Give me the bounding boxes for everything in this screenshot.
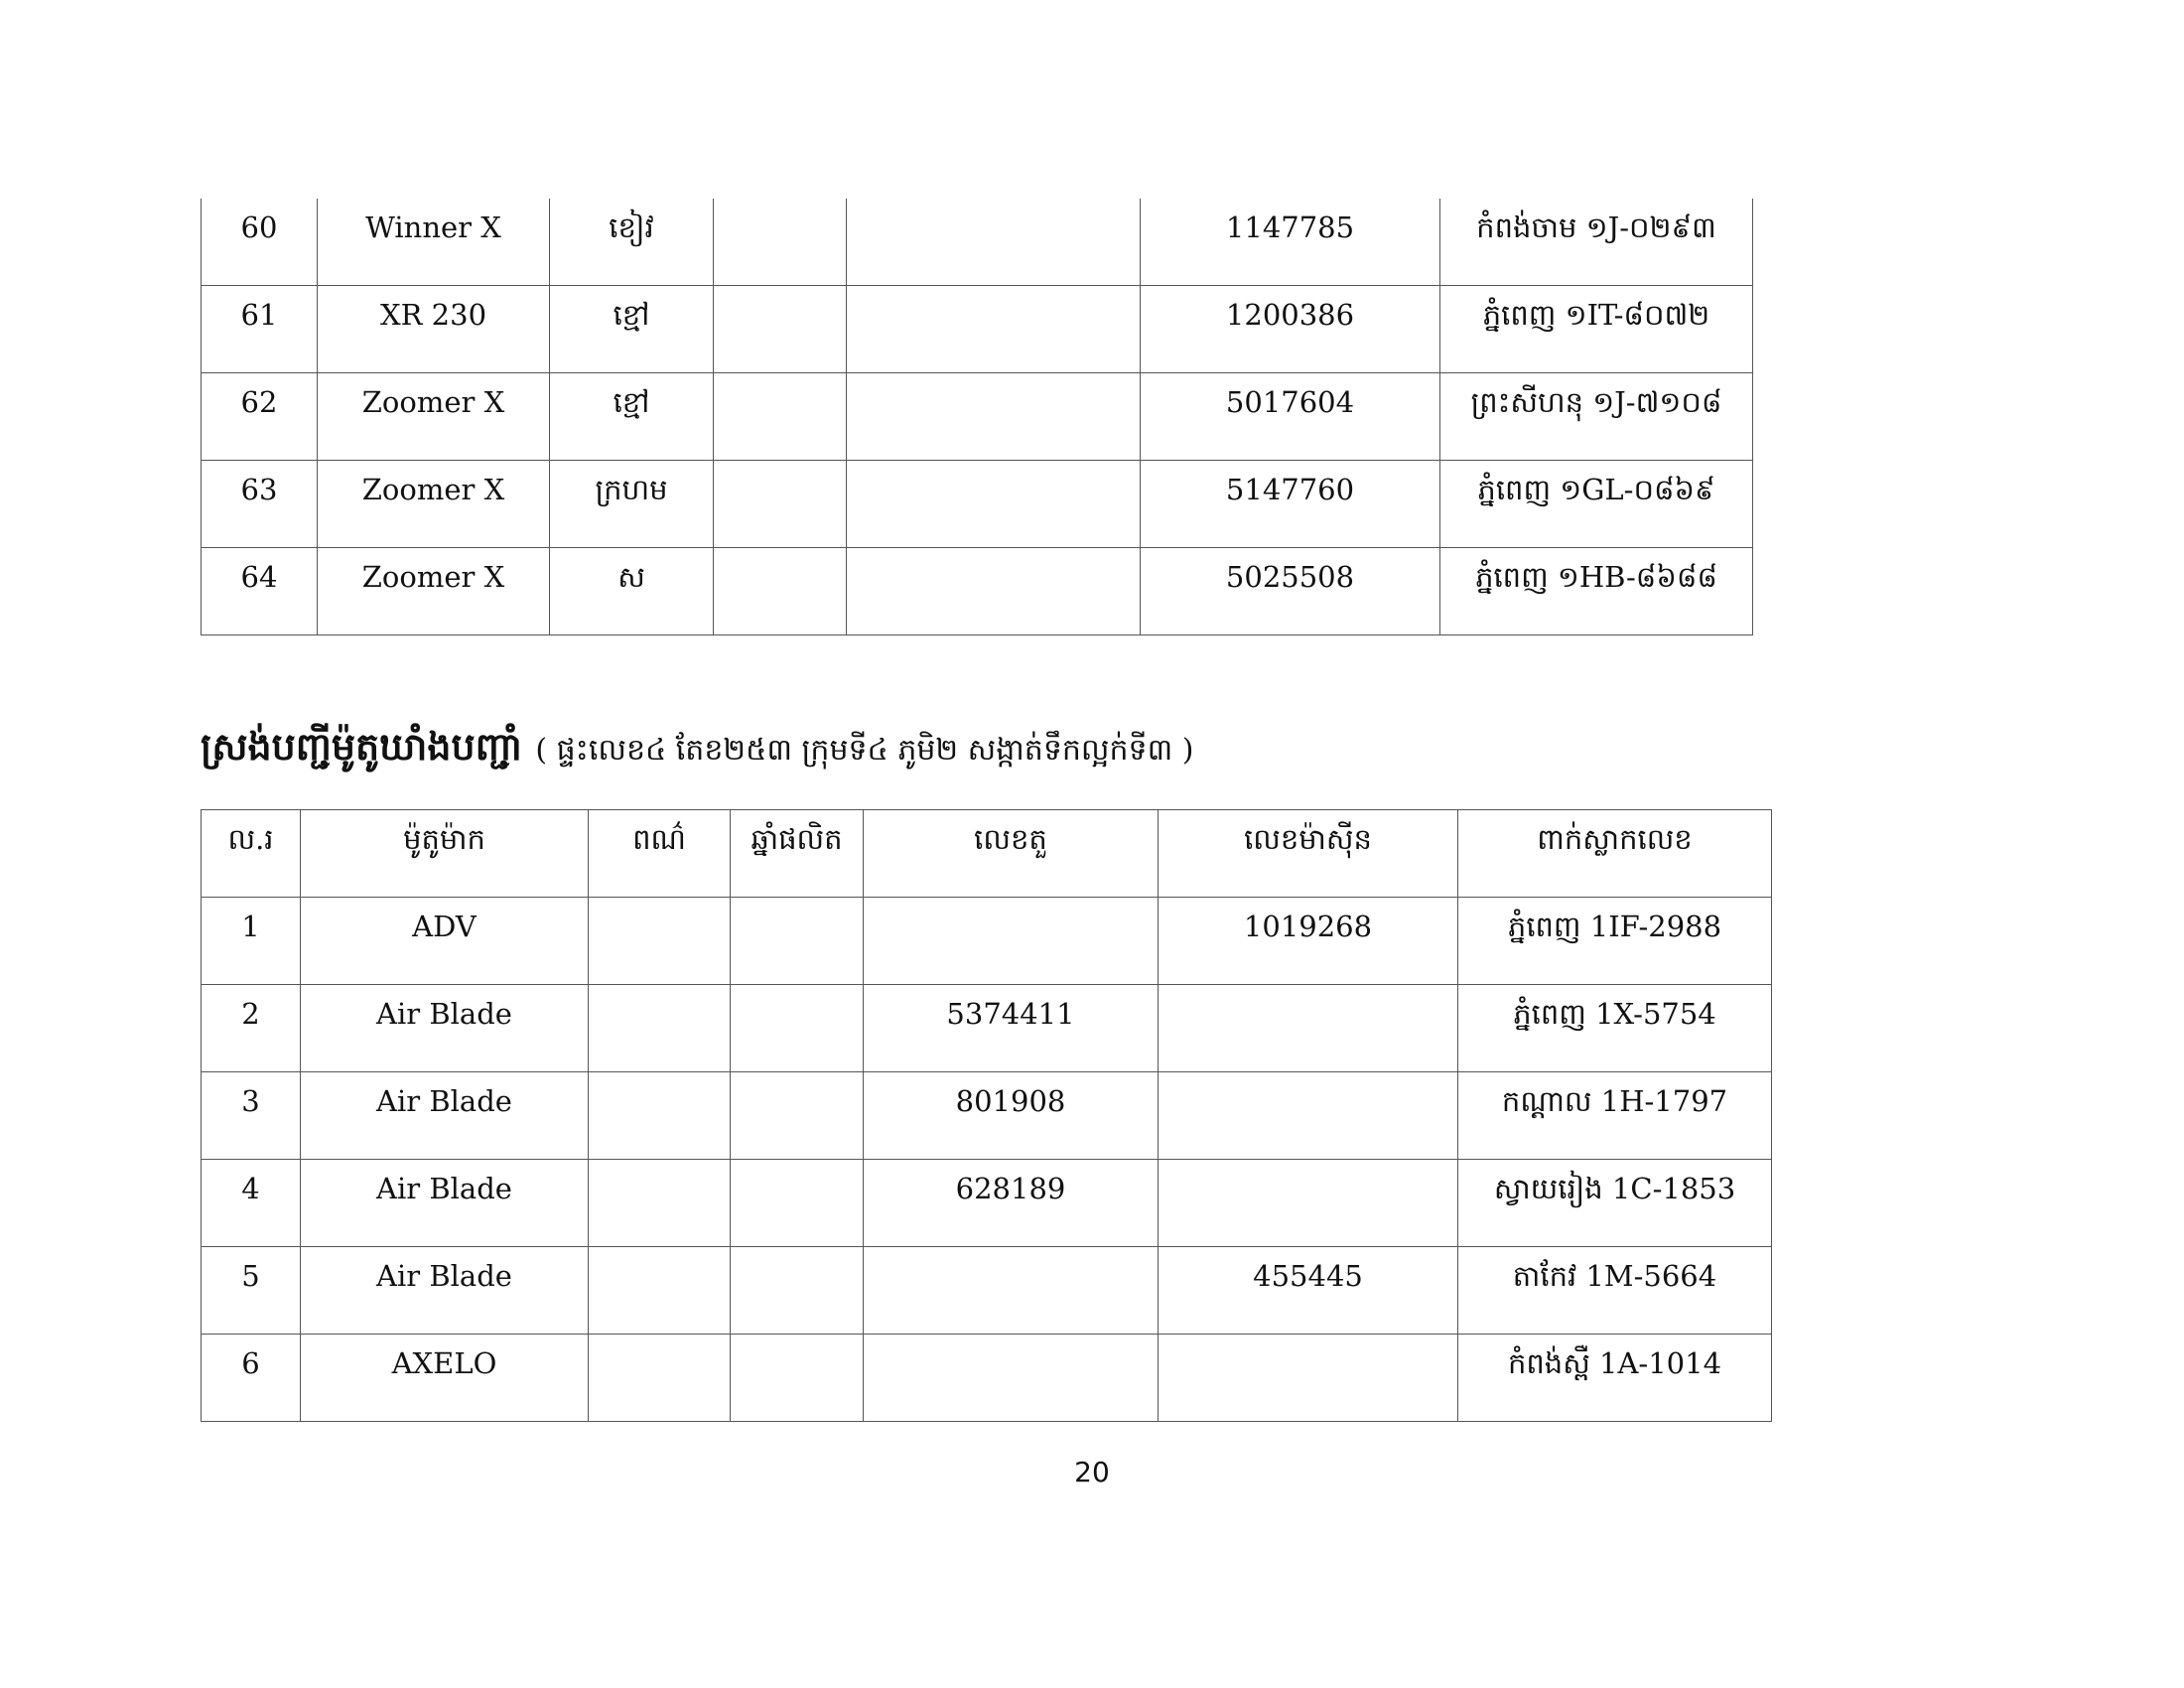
- row-number: 4: [202, 1160, 301, 1247]
- color: ខ្មៅ: [550, 373, 714, 461]
- plate-number: ភ្នំពេញ ១HB-៨៦៨៨: [1440, 548, 1753, 635]
- engine-number: [1159, 985, 1458, 1072]
- chassis-number: 628189: [864, 1160, 1159, 1247]
- engine-number: 1147785: [1141, 199, 1440, 286]
- motorcycle-model: Air Blade: [301, 1247, 589, 1335]
- row-number: 5: [202, 1247, 301, 1335]
- header-number: ល.រ: [202, 810, 301, 898]
- year: [714, 373, 847, 461]
- motorcycle-model: Winner X: [318, 199, 550, 286]
- table-row: [202, 898, 1772, 985]
- engine-number: 1200386: [1141, 286, 1440, 373]
- year: [714, 286, 847, 373]
- motorcycle-model: XR 230: [318, 286, 550, 373]
- color: [589, 1247, 731, 1335]
- row-number: 6: [202, 1335, 301, 1422]
- header-chassis: លេខតួ: [864, 810, 1159, 898]
- section-heading: [201, 723, 1193, 778]
- section-title: ស្រង់បញ្ជីម៉ូតូឃាំងបញ្ជាំ: [201, 724, 523, 769]
- plate-number: ស្វាយរៀង 1C-1853: [1458, 1160, 1772, 1247]
- plate-number: ភ្នំពេញ 1X-5754: [1458, 985, 1772, 1072]
- chassis-number: [847, 286, 1141, 373]
- table-row: [202, 985, 1772, 1072]
- table-row: [202, 1160, 1772, 1247]
- year: [731, 898, 864, 985]
- plate-number: កំពង់ចាម ១J-០២៩៣: [1440, 199, 1753, 286]
- chassis-number: [847, 548, 1141, 635]
- row-number: 2: [202, 985, 301, 1072]
- plate-number: ព្រះសីហនុ ១J-៧១០៨: [1440, 373, 1753, 461]
- motorcycle-model: Air Blade: [301, 985, 589, 1072]
- table-header-row: [202, 810, 1772, 898]
- page-number: 20: [1074, 1456, 1110, 1488]
- motorcycle-model: Air Blade: [301, 1072, 589, 1160]
- color: [589, 985, 731, 1072]
- row-number: 64: [202, 548, 318, 635]
- chassis-number: [864, 1247, 1159, 1335]
- color: [589, 898, 731, 985]
- motorcycle-model: Zoomer X: [318, 461, 550, 548]
- table-row: [202, 548, 1753, 635]
- row-number: 63: [202, 461, 318, 548]
- header-color: ពណ៌: [589, 810, 731, 898]
- header-year: ឆ្នាំផលិត: [731, 810, 864, 898]
- engine-number: [1159, 1072, 1458, 1160]
- engine-number: [1159, 1335, 1458, 1422]
- year: [731, 1072, 864, 1160]
- color: ខៀវ: [550, 199, 714, 286]
- chassis-number: 5374411: [864, 985, 1159, 1072]
- year: [714, 199, 847, 286]
- plate-number: ភ្នំពេញ ១IT-៨០៧២: [1440, 286, 1753, 373]
- header-engine: លេខម៉ាស៊ីន: [1159, 810, 1458, 898]
- engine-number: 5017604: [1141, 373, 1440, 461]
- chassis-number: [847, 461, 1141, 548]
- section-address: ( ផ្ទះលេខ៤ តែខ២៥៣ ក្រុមទី៤ ភូមិ២ សង្កាត់ទឹកល្អក់ទី៣ ): [535, 733, 1194, 768]
- row-number: 3: [202, 1072, 301, 1160]
- year: [731, 1335, 864, 1422]
- table-row: [202, 286, 1753, 373]
- motorcycle-model: Zoomer X: [318, 373, 550, 461]
- color: [589, 1072, 731, 1160]
- engine-number: 5147760: [1141, 461, 1440, 548]
- engine-number: [1159, 1160, 1458, 1247]
- year: [731, 985, 864, 1072]
- chassis-number: 801908: [864, 1072, 1159, 1160]
- vehicle-table-continued: [201, 199, 1753, 635]
- table-row: [202, 199, 1753, 286]
- engine-number: 455445: [1159, 1247, 1458, 1335]
- row-number: 1: [202, 898, 301, 985]
- chassis-number: [864, 898, 1159, 985]
- motorcycle-model: Zoomer X: [318, 548, 550, 635]
- table-row: [202, 1072, 1772, 1160]
- motorcycle-model: AXELO: [301, 1335, 589, 1422]
- header-model: ម៉ូតូម៉ាក: [301, 810, 589, 898]
- color: [589, 1335, 731, 1422]
- table-row: [202, 1335, 1772, 1422]
- color: [589, 1160, 731, 1247]
- chassis-number: [847, 373, 1141, 461]
- plate-number: កណ្ដាល 1H-1797: [1458, 1072, 1772, 1160]
- row-number: 61: [202, 286, 318, 373]
- plate-number: តាកែវ 1M-5664: [1458, 1247, 1772, 1335]
- table-row: [202, 461, 1753, 548]
- seized-motorcycle-table: [201, 809, 1772, 1422]
- engine-number: 5025508: [1141, 548, 1440, 635]
- table-row: [202, 1247, 1772, 1335]
- row-number: 62: [202, 373, 318, 461]
- motorcycle-model: ADV: [301, 898, 589, 985]
- header-plate: ពាក់ស្លាកលេខ: [1458, 810, 1772, 898]
- year: [731, 1247, 864, 1335]
- table-row: [202, 373, 1753, 461]
- plate-number: ភ្នំពេញ 1IF-2988: [1458, 898, 1772, 985]
- plate-number: កំពង់ស្ពឺ 1A-1014: [1458, 1335, 1772, 1422]
- color: ខ្មៅ: [550, 286, 714, 373]
- year: [714, 461, 847, 548]
- chassis-number: [864, 1335, 1159, 1422]
- year: [714, 548, 847, 635]
- year: [731, 1160, 864, 1247]
- plate-number: ភ្នំពេញ ១GL-០៨៦៩: [1440, 461, 1753, 548]
- color: ក្រហម: [550, 461, 714, 548]
- row-number: 60: [202, 199, 318, 286]
- motorcycle-model: Air Blade: [301, 1160, 589, 1247]
- color: ស: [550, 548, 714, 635]
- engine-number: 1019268: [1159, 898, 1458, 985]
- chassis-number: [847, 199, 1141, 286]
